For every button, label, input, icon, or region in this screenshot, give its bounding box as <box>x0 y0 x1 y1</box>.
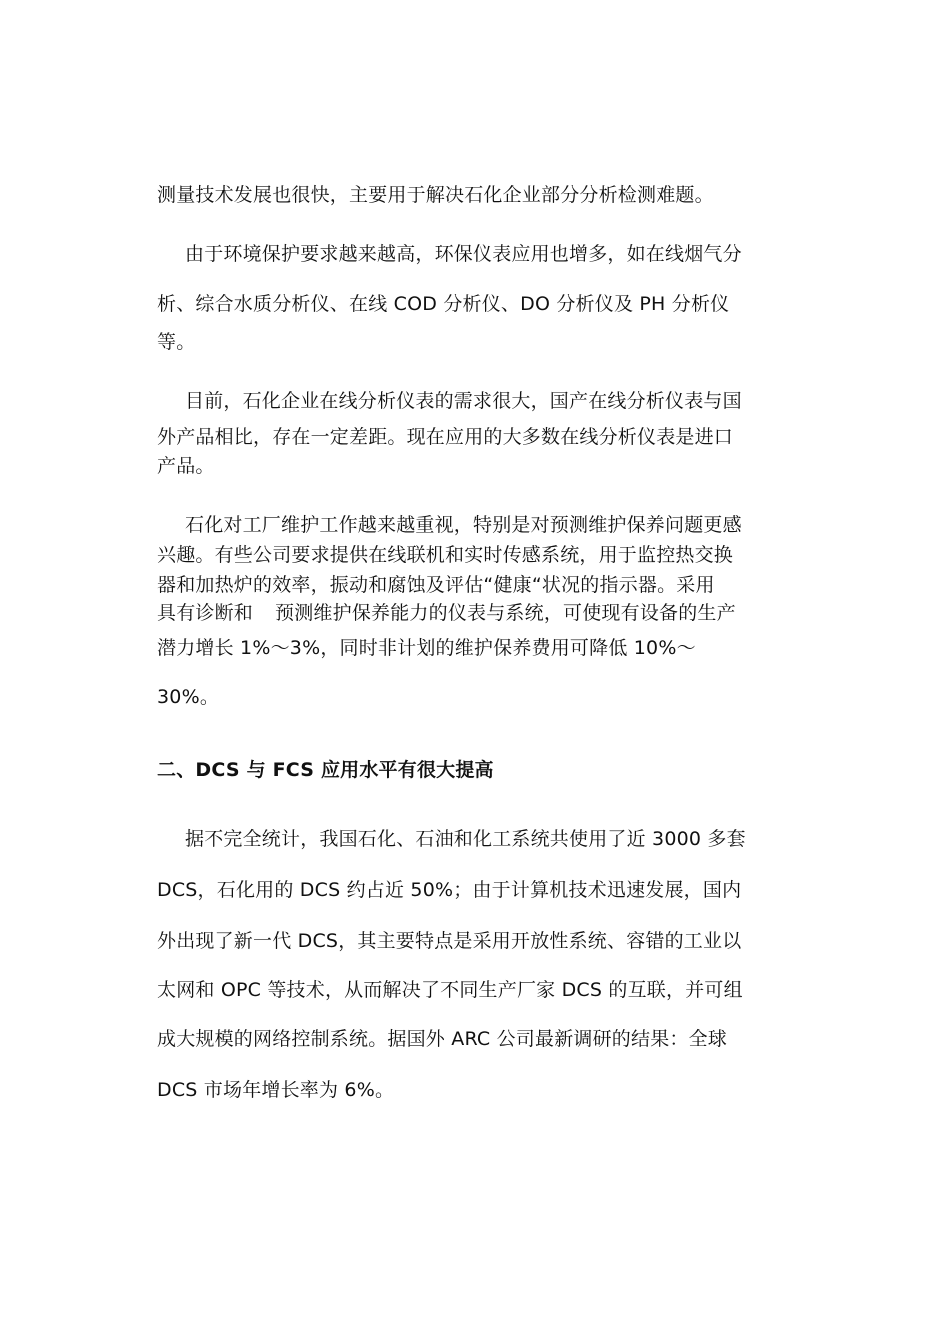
paragraph-line: DCS 市场年增长率为 6%。 <box>157 1079 395 1101</box>
paragraph-line: 由于环境保护要求越来越高，环保仪表应用也增多，如在线烟气分 <box>185 243 742 265</box>
text-fragment: 具有诊断和 <box>157 602 254 624</box>
paragraph-line: 石化对工厂维护工作越来越重视，特别是对预测维护保养问题更感 <box>185 514 742 536</box>
paragraph-line: 兴趣。有些公司要求提供在线联机和实时传感系统，用于监控热交换 <box>157 544 734 566</box>
paragraph-line: 太网和 OPC 等技术，从而解决了不同生产厂家 DCS 的互联，并可组 <box>157 979 743 1001</box>
paragraph-line: 产品。 <box>157 455 215 477</box>
paragraph-line: 测量技术发展也很快，主要用于解决石化企业部分分析检测难题。 <box>157 184 714 206</box>
paragraph-line: DCS，石化用的 DCS 约占近 50%；由于计算机技术迅速发展，国内 <box>157 879 742 901</box>
paragraph-line <box>157 601 736 625</box>
paragraph-line: 据不完全统计，我国石化、石油和化工系统共使用了近 3000 多套 <box>185 828 746 850</box>
paragraph-line: 等。 <box>157 331 196 353</box>
paragraph-line: 外出现了新一代 DCS，其主要特点是采用开放性系统、容错的工业以 <box>157 930 742 952</box>
text-fragment: 预测维护保养能力的仪表与系统，可使现有设备的生产 <box>275 602 736 624</box>
paragraph-line: 30%。 <box>157 686 220 708</box>
paragraph-line: 目前，石化企业在线分析仪表的需求很大，国产在线分析仪表与国 <box>185 390 742 412</box>
paragraph-line: 外产品相比，存在一定差距。现在应用的大多数在线分析仪表是进口 <box>157 426 734 448</box>
paragraph-line: 潜力增长 1%～3%，同时非计划的维护保养费用可降低 10%～ <box>157 637 696 659</box>
paragraph-line: 析、综合水质分析仪、在线 COD 分析仪、DO 分析仪及 PH 分析仪 <box>157 293 730 315</box>
section-heading: 二、DCS 与 FCS 应用水平有很大提高 <box>157 759 494 781</box>
paragraph-line: 器和加热炉的效率，振动和腐蚀及评估“健康“状况的指示器。采用 <box>157 574 715 596</box>
paragraph-line: 成大规模的网络控制系统。据国外 ARC 公司最新调研的结果：全球 <box>157 1028 728 1050</box>
